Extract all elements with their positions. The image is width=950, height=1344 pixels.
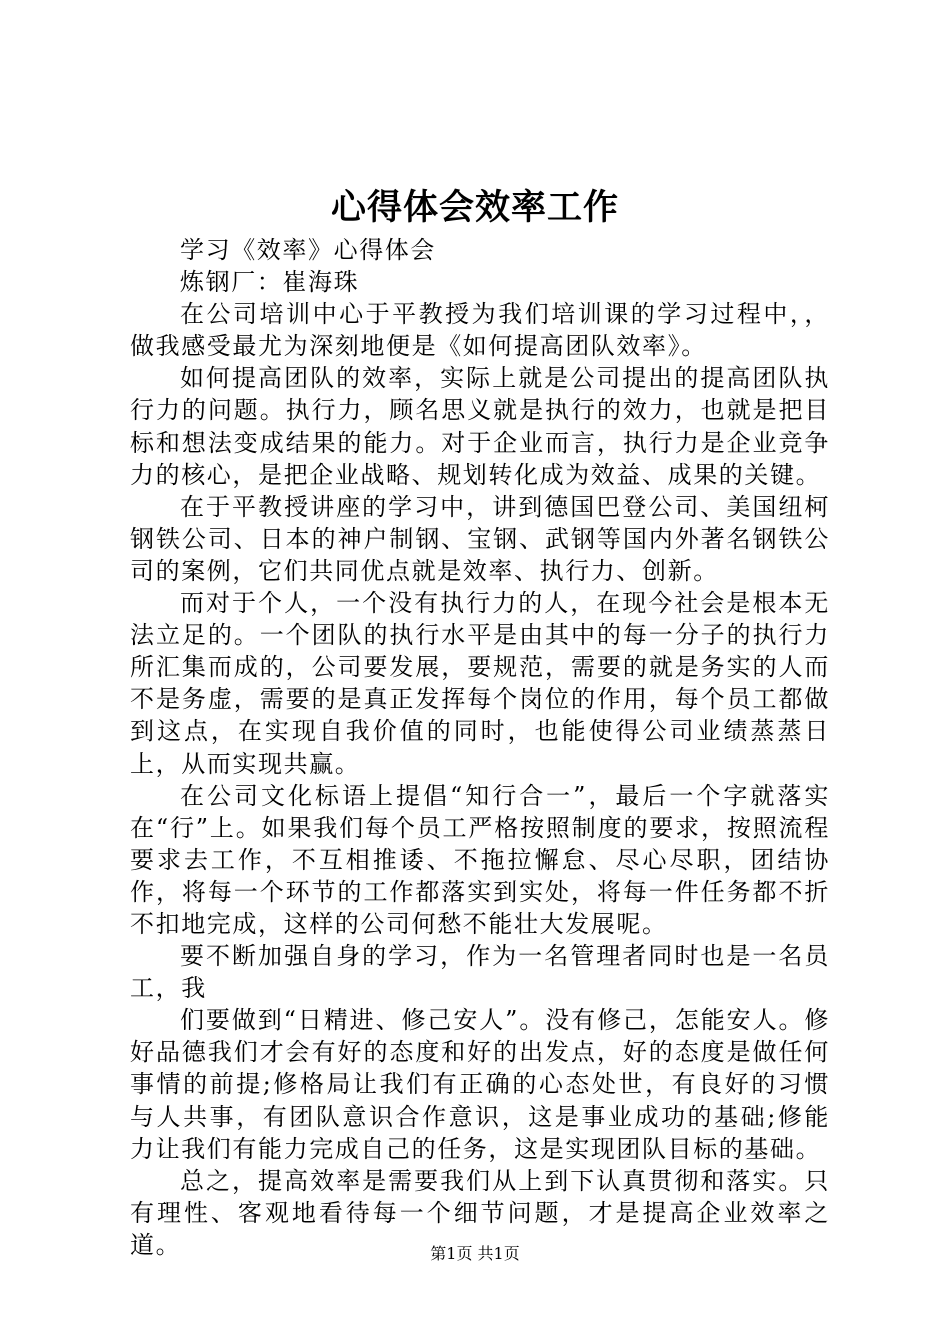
paragraph: 而对于个人，一个没有执行力的人，在现今社会是根本无法立足的。一个团队的执行水平是由其中的每一分子的执行力所汇集而成的，公司要发展，要规范，需要的就是务实的人而不是务虚，需要的是真正发挥每个岗位的作用，每个员工都做到这点，在实现自我价值的同时，也能使得公司业绩蒸蒸日上，从而实现共赢。 xyxy=(130,589,830,778)
document-title: 心得体会效率工作 xyxy=(330,187,619,228)
document-body xyxy=(130,234,830,1261)
paragraph: 要不断加强自身的学习，作为一名管理者同时也是一名员工，我 xyxy=(130,942,830,1003)
paragraph: 在公司文化标语上提倡“知行合一”，最后一个字就落实在“行”上。如果我们每个员工严格按照制度的要求，按照流程要求去工作，不互相推诿、不拖拉懈怠、尽心尽职，团结协作，将每一个环节的工作都落实到实处，将每一件任务都不折不扣地完成，这样的公司何愁不能壮大发展呢。 xyxy=(130,781,830,938)
paragraph: 在于平教授讲座的学习中，讲到德国巴登公司、美国纽柯钢铁公司、日本的神户制钢、宝钢、武钢等国内外著名钢铁公司的案例，它们共同优点就是效率、执行力、创新。 xyxy=(130,492,830,585)
paragraph: 们要做到“日精进、修己安人”。没有修己，怎能安人。修好品德我们才会有好的态度和好的出发点，好的态度是做任何事情的前提;修格局让我们有正确的心态处世，有良好的习惯与人共事，有团队意识合作意识，这是事业成功的基础;修能力让我们有能力完成自己的任务，这是实现团队目标的基础。 xyxy=(130,1006,830,1163)
paragraph: 如何提高团队的效率，实际上就是公司提出的提高团队执行力的问题。执行力，顾名思义就是执行的效力，也就是把目标和想法变成结果的能力。对于企业而言，执行力是企业竞争力的核心，是把企业战略、规划转化成为效益、成果的关键。 xyxy=(130,364,830,489)
paragraph: 总之，提高效率是需要我们从上到下认真贯彻和落实。只有理性、客观地看待每一个细节问题，才是提高企业效率之道。 xyxy=(130,1166,830,1259)
paragraph-author: 炼钢厂：崔海珠 xyxy=(180,268,360,297)
paragraph: 在公司培训中心于平教授为我们培训课的学习过程中，，做我感受最尤为深刻地便是《如何提高团队效率》。 xyxy=(130,300,830,361)
paragraph-subtitle: 学习《效率》心得体会 xyxy=(180,236,436,264)
page-number-footer: 第1页 共1页 xyxy=(430,1244,520,1263)
